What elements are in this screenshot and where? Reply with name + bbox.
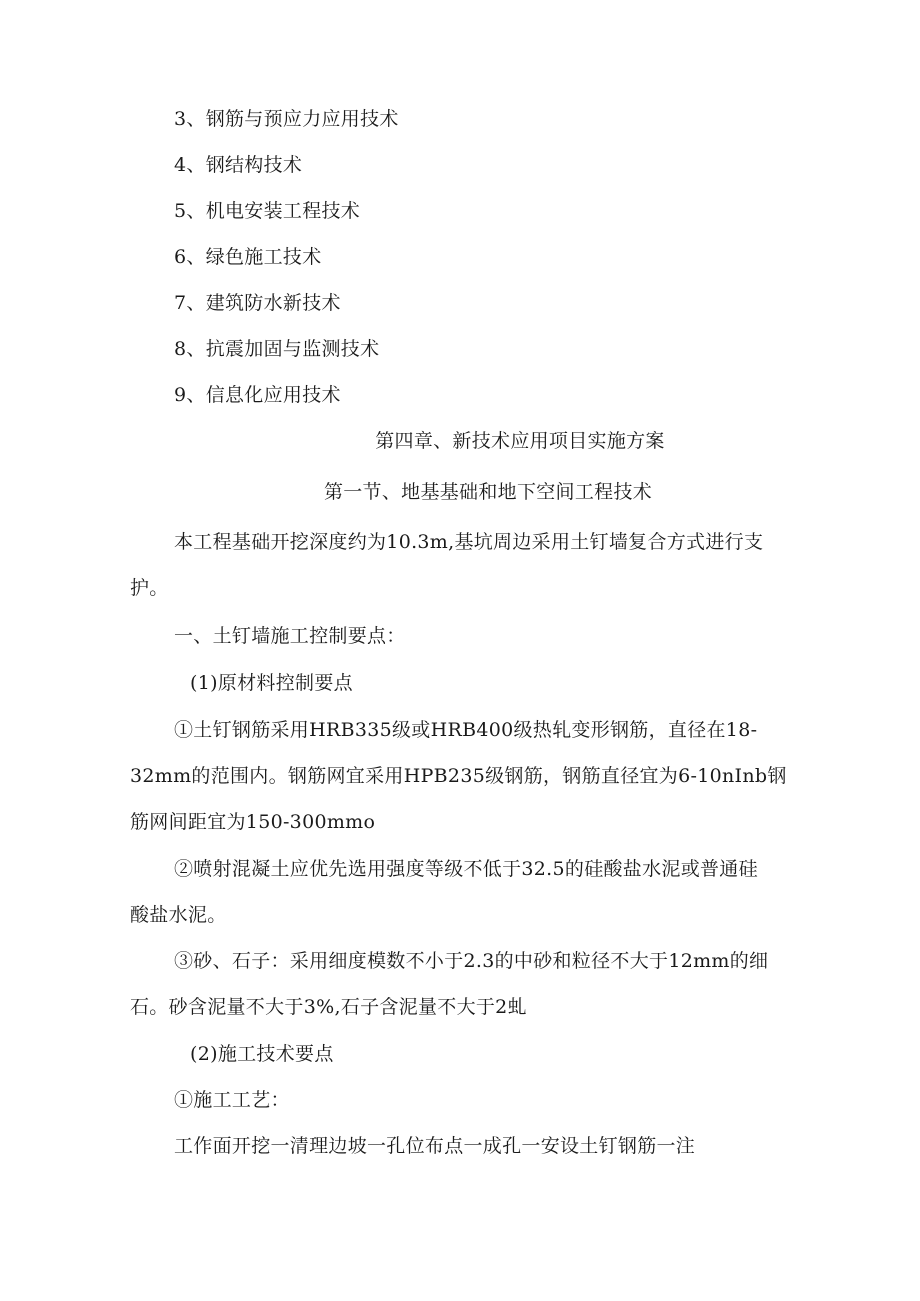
part-heading: 一、土钉墙施工控制要点： bbox=[174, 625, 406, 647]
section-heading: 第一节、地基基础和地下空间工程技术 bbox=[323, 481, 653, 503]
intro-paragraph-line: 护。 bbox=[130, 577, 169, 599]
subsection-heading: (1)原材料控制要点 bbox=[190, 672, 353, 694]
item-paragraph-line: ③砂、石子：采用细度模数不小于2.3的中砂和粒径不大于12mm的细 bbox=[174, 950, 769, 972]
item-paragraph-line: 石。砂含泥量不大于3%,石子含泥量不大于2虬 bbox=[130, 996, 527, 1018]
craft-heading: ①施工工艺： bbox=[174, 1089, 290, 1111]
list-item: 7、建筑防水新技术 bbox=[174, 292, 341, 314]
item-paragraph-line: 32mm的范围内。钢筋网宜采用HPB235级钢筋，钢筋直径宜为6-10nInb钢 bbox=[130, 765, 787, 787]
list-item: 4、钢结构技术 bbox=[174, 154, 303, 176]
item-paragraph-line: ②喷射混凝土应优先选用强度等级不低于32.5的硅酸盐水泥或普通硅 bbox=[174, 858, 758, 880]
item-paragraph-line: 酸盐水泥。 bbox=[130, 904, 227, 926]
list-item: 5、机电安装工程技术 bbox=[174, 200, 361, 222]
craft-paragraph-line: 工作面开挖一清理边坡一孔位布点一成孔一安设土钉钢筋一注 bbox=[174, 1135, 696, 1157]
chapter-heading: 第四章、新技术应用项目实施方案 bbox=[375, 430, 665, 452]
list-item: 3、钢筋与预应力应用技术 bbox=[174, 108, 399, 130]
item-paragraph-line: 筋网间距宜为150-300mmo bbox=[130, 811, 376, 833]
list-item: 6、绿色施工技术 bbox=[174, 246, 322, 268]
list-item: 9、信息化应用技术 bbox=[174, 384, 341, 406]
item-paragraph-line: ①土钉钢筋采用HRB335级或HRB400级热轧变形钢筋，直径在18- bbox=[174, 719, 758, 741]
list-item: 8、抗震加固与监测技术 bbox=[174, 338, 380, 360]
subsection-heading: (2)施工技术要点 bbox=[190, 1043, 334, 1065]
intro-paragraph-line: 本工程基础开挖深度约为10.3m,基坑周边采用土钉墙复合方式进行支 bbox=[174, 531, 764, 553]
